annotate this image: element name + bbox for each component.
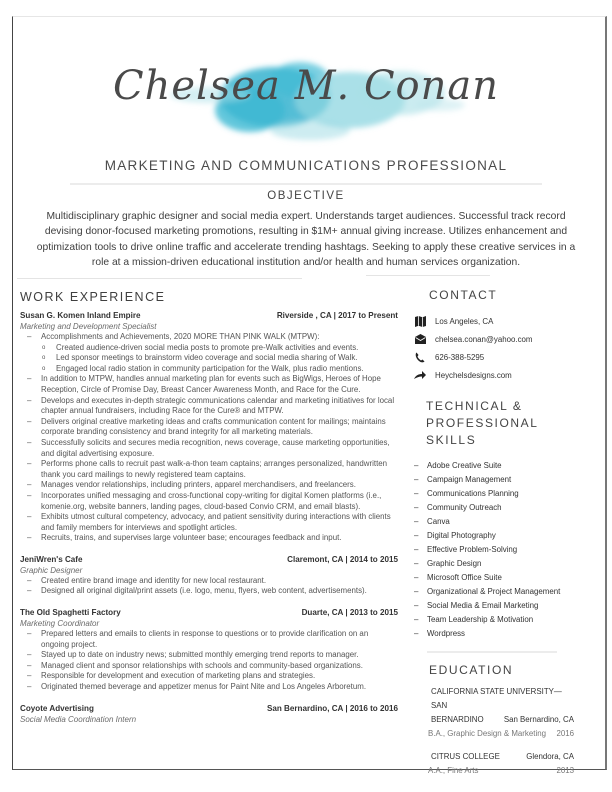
- mail-icon: [414, 333, 426, 345]
- job-list: [20, 310, 398, 725]
- objective-heading: OBJECTIVE: [267, 190, 345, 202]
- grad-year: 2013: [556, 766, 574, 775]
- degree: B.A., Graphic Design & Marketing: [428, 729, 546, 738]
- company-name: The Old Spaghetti Factory: [20, 608, 121, 618]
- divider: [17, 278, 302, 279]
- skill-item: – Graphic Design: [414, 557, 574, 571]
- job-title: Social Media Coordination Intern: [20, 714, 137, 724]
- job-location-dates: Claremont, CA | 2014 to 2015: [287, 554, 398, 564]
- bullet-item: – Incorporates unified messaging and cross-functional copy-writing for digital Komen platforms (i.e., komenie.org, website banners, landing pages, cloud-based Convio CRM, and email blasts).: [20, 491, 398, 512]
- bullet-item: – Originated themed beverage and appetizer menus for Paint Nite and Los Angeles Arboretum.: [20, 682, 398, 693]
- bullet-item: – Manages vendor relationships, including printers, apparel merchandisers, and freelancers.: [20, 480, 398, 491]
- sub-bullet-item: o Created audience-driven social media posts to promote pre-Walk activities and events.: [20, 343, 398, 354]
- bullet-item: – Delivers original creative marketing ideas and crafts communication content for mailings; maintains corporate branding consistency and brand integrity for all marketing materials.: [20, 417, 398, 438]
- skill-item: – Campaign Management: [414, 473, 574, 487]
- education-heading: EDUCATION: [429, 663, 514, 677]
- professional-title: MARKETING AND COMMUNICATIONS PROFESSIONAL: [104, 158, 508, 173]
- job-location-dates: Duarte, CA | 2013 to 2015: [301, 608, 398, 618]
- work-experience-section: [20, 290, 398, 735]
- job-title: Graphic Designer: [20, 565, 83, 575]
- sub-bullet-item: o Led sponsor meetings to brainstorm video coverage and social media sharing of Walk.: [20, 353, 398, 364]
- bullet-item: – Prepared letters and emails to clients in response to questions or to provide clarification on an ongoing project.: [20, 629, 398, 650]
- contact-heading: CONTACT: [429, 288, 498, 302]
- school-name-cont: BERNARDINO: [431, 715, 484, 724]
- job-bullets: [20, 576, 398, 597]
- email-link[interactable]: chelsea.conan@yahoo.com: [435, 334, 533, 344]
- candidate-name: Chelsea M. Conan: [112, 63, 500, 109]
- skill-item: – Organizational & Project Management: [414, 585, 574, 599]
- bullet-item: – Stayed up to date on industry news; submitted monthly emerging trend reports to manager.: [20, 650, 398, 661]
- divider: [427, 651, 557, 653]
- work-experience-heading: WORK EXPERIENCE: [20, 290, 166, 304]
- skill-item: – Digital Photography: [414, 529, 574, 543]
- skills-heading: TECHNICAL & PROFESSIONAL SKILLS: [426, 399, 539, 447]
- skill-item: – Microsoft Office Suite: [414, 571, 574, 585]
- job-bullets: [20, 332, 398, 544]
- bullet-item: – In addition to MTPW, handles annual marketing plan for events such as BigWigs, Heroes of Hope Reception, Circle of Promise Day, Breast Cancer Awareness Month, and Race for the Cure.: [20, 374, 398, 395]
- skill-item: – Wordpress: [414, 627, 574, 641]
- bullet-item: – Recruits, trains, and supervises large volunteer base; encourages feedback and input.: [20, 533, 398, 544]
- skill-item: – Team Leadership & Motivation: [414, 613, 574, 627]
- job-location-dates: Riverside , CA | 2017 to Present: [276, 311, 398, 320]
- job-bullets: [20, 629, 398, 693]
- skill-item: – Adobe Creative Suite: [414, 459, 574, 473]
- contact-website: [414, 366, 574, 384]
- school-location: Glendora, CA: [526, 752, 574, 761]
- company-name: Susan G. Komen Inland Empire: [20, 311, 141, 320]
- objective-text: Multidisciplinary graphic designer and social media expert. Understands target audiences. Successful track record devising donor-focused marketing promotions, resulting in $1M+ annual giving increase. Utilizes enhancement and optimization tools to drive online traffic and accelerate trending hashtags. Seeking to apply these creative services in a role at a mission-driven educational institution and/or health and human services organization.: [36, 211, 576, 269]
- job-location-dates: San Bernardino, CA | 2016 to 2016: [266, 703, 398, 713]
- school-name: CITRUS COLLEGE: [431, 752, 500, 761]
- skill-item: – Canva: [414, 515, 574, 529]
- contact-location-text: Los Angeles, CA: [435, 316, 494, 326]
- contact-location: [414, 312, 574, 330]
- skill-item: – Communications Planning: [414, 487, 574, 501]
- grad-year: 2016: [556, 729, 574, 738]
- school-location: San Bernardino, CA: [503, 715, 574, 724]
- contact-phone: [414, 348, 574, 366]
- skill-item: – Social Media & Email Marketing: [414, 599, 574, 613]
- bullet-item: – Successfully solicits and secures media recognition, news coverage, cause marketing opportunities, and digital advertising exposure.: [20, 438, 398, 459]
- bullet-item: – Managed client and sponsor relationships with schools and community-based organizations.: [20, 661, 398, 672]
- job-entry: [20, 310, 398, 544]
- school-name: CALIFORNIA STATE UNIVERSITY—SAN: [431, 687, 562, 710]
- bullet-item: – Created entire brand image and identity for new local restaurant.: [20, 576, 398, 587]
- education-item: [414, 685, 574, 741]
- bullet-item: – Exhibits utmost cultural competency, advocacy, and patient sensitivity during interactions with clients and family members for interviews and spotlight articles.: [20, 512, 398, 533]
- job-title: Marketing Coordinator: [20, 619, 100, 629]
- company-name: Coyote Advertising: [20, 703, 94, 713]
- bullet-item: – Designed all original digital/print assets (i.e. logo, menu, flyers, web content, advertisements).: [20, 586, 398, 597]
- map-icon: [414, 315, 426, 327]
- phone-number: 626-388-5295: [435, 352, 485, 362]
- link-arrow-icon: [414, 369, 426, 381]
- bullet-item: – Develops and executes in-depth strategic communications calendar and marketing initiatives for local chapter annual fundraisers, including Race for the Cure® and MTPW.: [20, 396, 398, 417]
- phone-icon: [414, 351, 426, 363]
- education-item: [414, 750, 574, 778]
- job-entry: [20, 607, 398, 693]
- skill-item: – Effective Problem-Solving: [414, 543, 574, 557]
- job-title: Marketing and Development Specialist: [20, 322, 157, 331]
- bullet-item: – Performs phone calls to recruit past walk-a-thon team captains; arranges personalized, handwritten thank you card mailings to newly registered team captains.: [20, 459, 398, 480]
- contact-email: [414, 330, 574, 348]
- website-link[interactable]: Heychelsdesigns.com: [435, 370, 512, 380]
- contact-list: [414, 312, 574, 384]
- company-name: JeniWren's Cafe: [20, 554, 83, 564]
- degree: A.A., Fine Arts: [428, 766, 479, 775]
- sub-bullet-item: o Engaged local radio station in community participation for the Walk, plus radio mentions.: [20, 364, 398, 375]
- sidebar: [414, 275, 574, 778]
- skills-list: [414, 459, 574, 641]
- job-entry: [20, 554, 398, 597]
- skill-item: – Community Outreach: [414, 501, 574, 515]
- bullet-item: – Responsible for development and execution of marketing plans and strategies.: [20, 671, 398, 682]
- job-entry: [20, 703, 398, 725]
- divider: [70, 183, 542, 185]
- bullet-item: – Accomplishments and Achievements, 2020 MORE THAN PINK WALK (MTPW):: [20, 332, 398, 343]
